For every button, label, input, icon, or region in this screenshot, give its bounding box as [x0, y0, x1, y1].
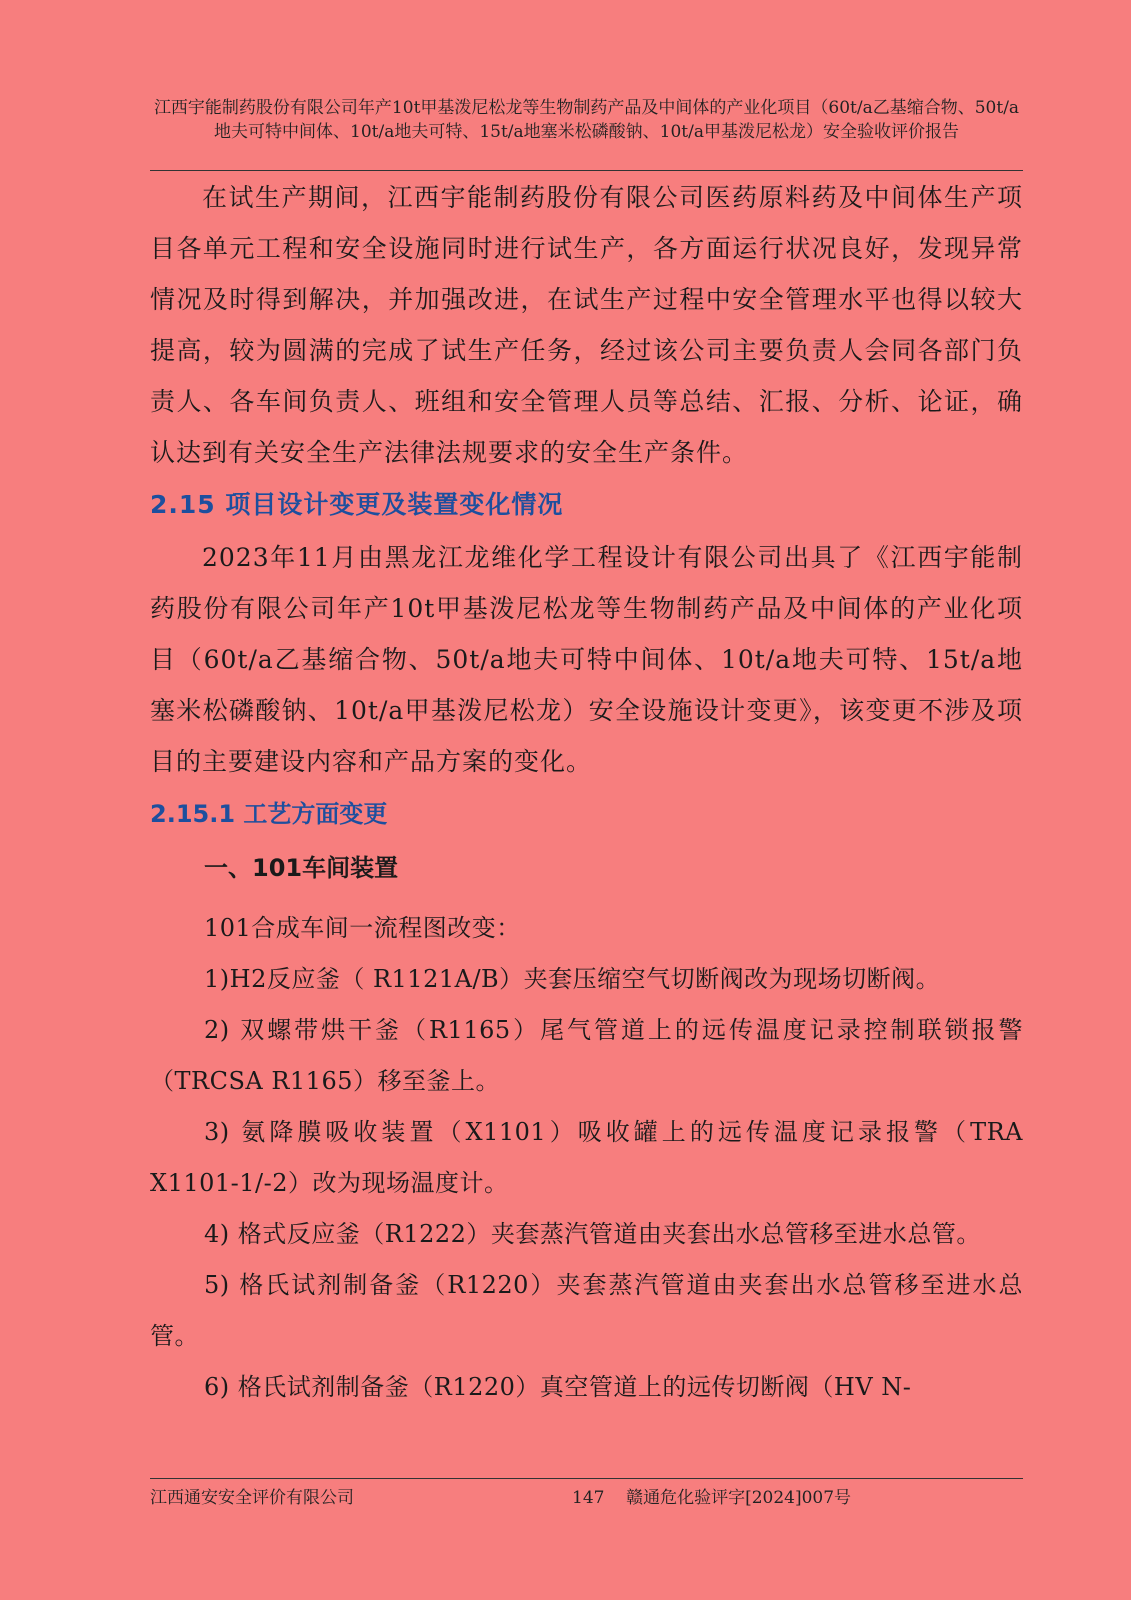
page-header: 江西宇能制药股份有限公司年产10t甲基泼尼松龙等生物制药产品及中间体的产业化项目（60t/a乙基缩合物、50t/a地夫可特中间体、10t/a地夫可特、15t/a地塞米松磷酸钠、10t/a甲基泼尼松龙）安全验收评价报告 — [153, 98, 1020, 142]
footer-page-info — [572, 1483, 851, 1508]
footer-company: 江西通安安全评价有限公司 — [150, 1488, 354, 1508]
list-item: 1)H2反应釜（ R1121A/B）夹套压缩空气切断阀改为现场切断阀。 — [204, 965, 941, 993]
list-item: 2) 双螺带烘干釜（R1165）尾气管道上的远传温度记录控制联锁报警（TRCSA R1165）移至釜上。 — [150, 1016, 1023, 1095]
list-item: 4) 格式反应釜（R1222）夹套蒸汽管道由夹套出水总管移至进水总管。 — [204, 1220, 981, 1248]
list-item: 6) 格氏试剂制备釜（R1220）真空管道上的远传切断阀（HV N- — [204, 1373, 912, 1401]
header-divider — [150, 170, 1023, 171]
spacer — [150, 895, 1023, 903]
section-heading-2-15: 2.15 项目设计变更及装置变化情况 — [150, 490, 564, 519]
footer-divider — [150, 1478, 1023, 1479]
subheading-workshop-101: 一、101车间装置 — [204, 854, 399, 882]
document-number: 赣通危化验评字[2024]007号 — [626, 1488, 852, 1508]
list-item: 5) 格氏试剂制备釜（R1220）夹套蒸汽管道由夹套出水总管移至进水总管。 — [150, 1271, 1023, 1350]
list-lead: 101合成车间一流程图改变： — [204, 914, 521, 942]
section-2-15-paragraph: 2023年11月由黑龙江龙维化学工程设计有限公司出具了《江西宇能制药股份有限公司年产10t甲基泼尼松龙等生物制药产品及中间体的产业化项目（60t/a乙基缩合物、50t/a地夫可特中间体、10t/a地夫可特、15t/a地塞米松磷酸钠、10t/a甲基泼尼松龙）安全设施设计变更》，该变更不涉及项目的主要建设内容和产品方案的变化。 — [150, 543, 1023, 776]
list-item: 3) 氨降膜吸收装置（X1101）吸收罐上的远传温度记录报警（TRA X1101-1/-2）改为现场温度计。 — [150, 1118, 1023, 1197]
document-body — [150, 172, 1023, 1413]
section-heading-2-15-1: 2.15.1 工艺方面变更 — [150, 800, 388, 828]
page-number: 147 — [572, 1488, 605, 1508]
intro-paragraph: 在试生产期间，江西宇能制药股份有限公司医药原料药及中间体生产项目各单元工程和安全设施同时进行试生产，各方面运行状况良好，发现异常情况及时得到解决，并加强改进，在试生产过程中安全管理水平也得以较大提高，较为圆满的完成了试生产任务，经过该公司主要负责人会同各部门负责人、各车间负责人、班组和安全管理人员等总结、汇报、分析、论证，确认达到有关安全生产法律法规要求的安全生产条件。 — [150, 183, 1023, 467]
